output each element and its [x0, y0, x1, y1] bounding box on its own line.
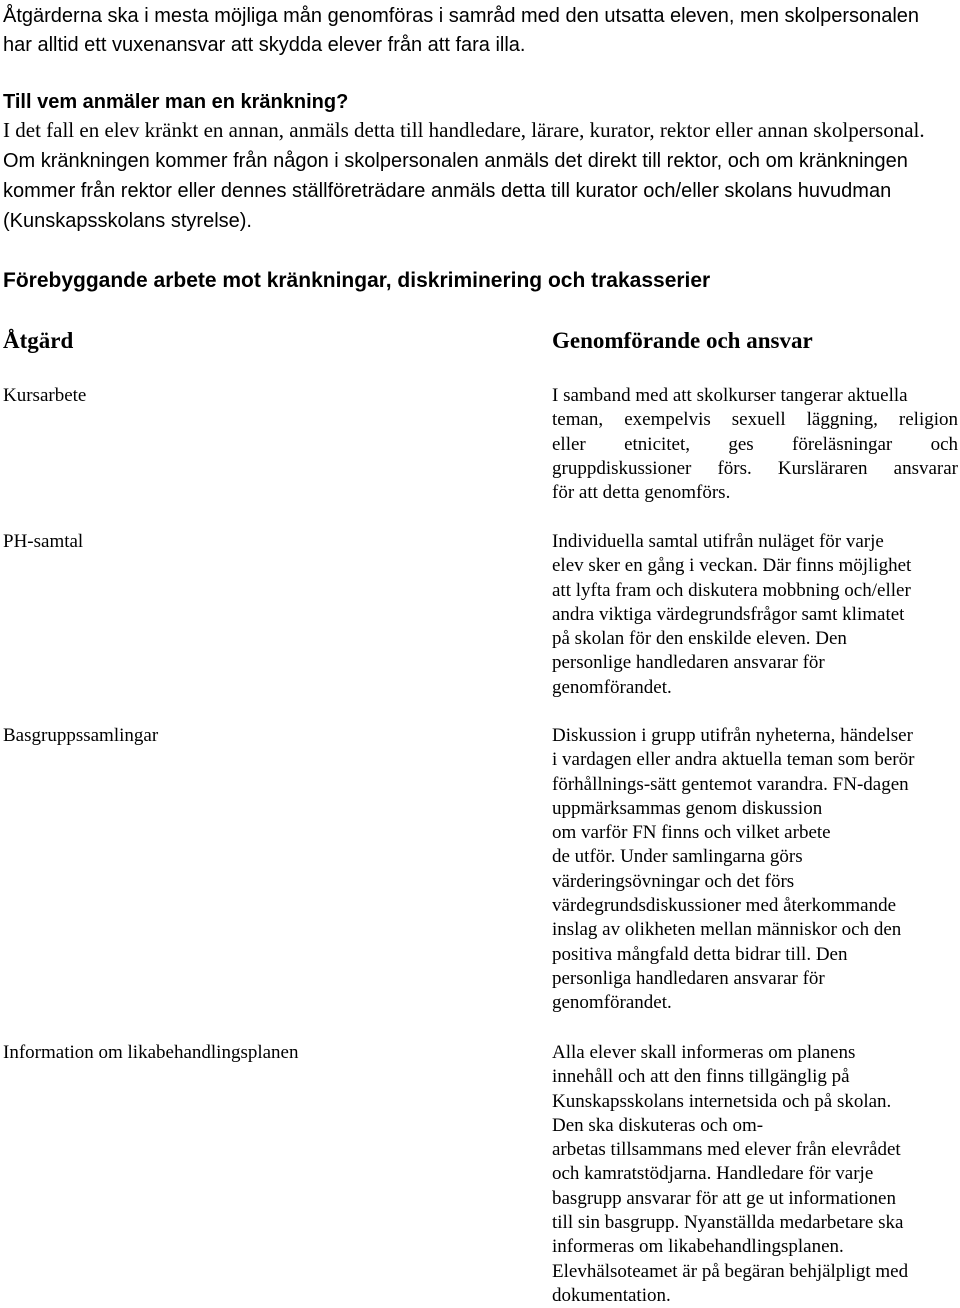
report-body-serif: I det fall en elev kränkt en annan, anmäls detta till handledare, lärare, kurator, rektor eller annan skolpersonal.: [3, 118, 925, 142]
report-question-heading: Till vem anmäler man en kränkning?: [3, 91, 349, 113]
report-paragraph: [3, 116, 953, 236]
text-line: teman, exempelvis sexuell läggning, religion: [552, 409, 958, 431]
text-line: arbetas tillsammans med elever från elevrådet: [552, 1139, 901, 1161]
text-line: om varför FN finns och vilket arbete: [552, 822, 831, 844]
text-line: Alla elever skall informeras om planens: [552, 1042, 856, 1063]
execution-information: [552, 1041, 958, 1308]
text-line: innehåll och att den finns tillgänglig på: [552, 1066, 850, 1088]
text-line: Individuella samtal utifrån nuläget för varje: [552, 531, 884, 552]
action-kursarbete: Kursarbete: [3, 385, 87, 406]
text-line: uppmärksammas genom diskussion: [552, 797, 823, 819]
action-ph-samtal: PH-samtal: [3, 531, 84, 552]
text-line: att lyfta fram och diskutera mobbning och/eller: [552, 579, 911, 601]
text-line: inslag av olikheten mellan människor och den: [552, 919, 902, 941]
action-information: Information om likabehandlingsplanen: [3, 1042, 299, 1063]
text-line: i vardagen eller andra aktuella teman som berör: [552, 749, 915, 771]
execution-basgruppssamlingar: [552, 724, 958, 1016]
text-line: gruppdiskussioner förs. Kursläraren ansvarar: [552, 457, 958, 479]
text-line: eller etnicitet, ges föreläsningar och: [552, 433, 958, 455]
text-line: I samband med att skolkurser tangerar aktuella: [552, 385, 908, 406]
action-basgruppssamlingar: Basgruppssamlingar: [3, 725, 159, 746]
text-line: på skolan för den enskilde eleven. Den: [552, 628, 847, 650]
text-line: förhållnings-sätt gentemot varandra. FN-dagen: [552, 773, 909, 795]
text-line: basgrupp ansvarar för att ge ut informationen: [552, 1187, 896, 1209]
text-line: positiva mångfald detta bidrar till. Den: [552, 943, 848, 965]
text-line: genomförandet.: [552, 676, 672, 698]
text-line: till sin basgrupp. Nyanställda medarbetare ska: [552, 1212, 904, 1234]
text-line: genomförandet.: [552, 992, 672, 1014]
column-header-execution: Genomförande och ansvar: [552, 328, 813, 353]
text-line: Elevhälsoteamet är på begäran behjälpligt med: [552, 1260, 909, 1282]
execution-ph-samtal: [552, 530, 958, 700]
text-line: värdegrundsdiskussioner med återkommande: [552, 895, 897, 917]
text-line: Kunskapsskolans internetsida och på skolan.: [552, 1090, 892, 1112]
intro-paragraph: Åtgärderna ska i mesta möjliga mån genomföras i samråd med den utsatta eleven, men skolpersonalen har alltid ett vuxenansvar att skydda elever från att fara illa.: [3, 5, 920, 56]
text-line: elev sker en gång i veckan. Där finns möjlighet: [552, 555, 912, 577]
text-line: och kamratstödjarna. Handledare för varje: [552, 1163, 874, 1185]
text-line: dokumentation.: [552, 1284, 671, 1306]
text-line: för att detta genomförs.: [552, 482, 731, 504]
text-line: personlige handledaren ansvarar för: [552, 652, 825, 674]
section-title: Förebyggande arbete mot kränkningar, diskriminering och trakasserier: [3, 269, 711, 292]
execution-kursarbete: [552, 384, 958, 505]
text-line: värderingsövningar och det förs: [552, 870, 795, 892]
report-body-sans: Om kränkningen kommer från någon i skolpersonalen anmäls det direkt till rektor, och om kränkningen kommer från rektor eller dennes ställföreträdare anmäls detta till kurator och/eller skolans huvudman (Kunskapsskolans styrelse).: [3, 150, 908, 232]
column-header-action: Åtgärd: [3, 328, 74, 353]
text-line: andra viktiga värdegrundsfrågor samt klimatet: [552, 603, 905, 625]
text-line: Diskussion i grupp utifrån nyheterna, händelser: [552, 725, 913, 746]
text-line: de utför. Under samlingarna görs: [552, 846, 803, 868]
text-line: personliga handledaren ansvarar för: [552, 967, 825, 989]
text-line: informeras om likabehandlingsplanen.: [552, 1236, 844, 1258]
text-line: Den ska diskuteras och om-: [552, 1114, 764, 1136]
